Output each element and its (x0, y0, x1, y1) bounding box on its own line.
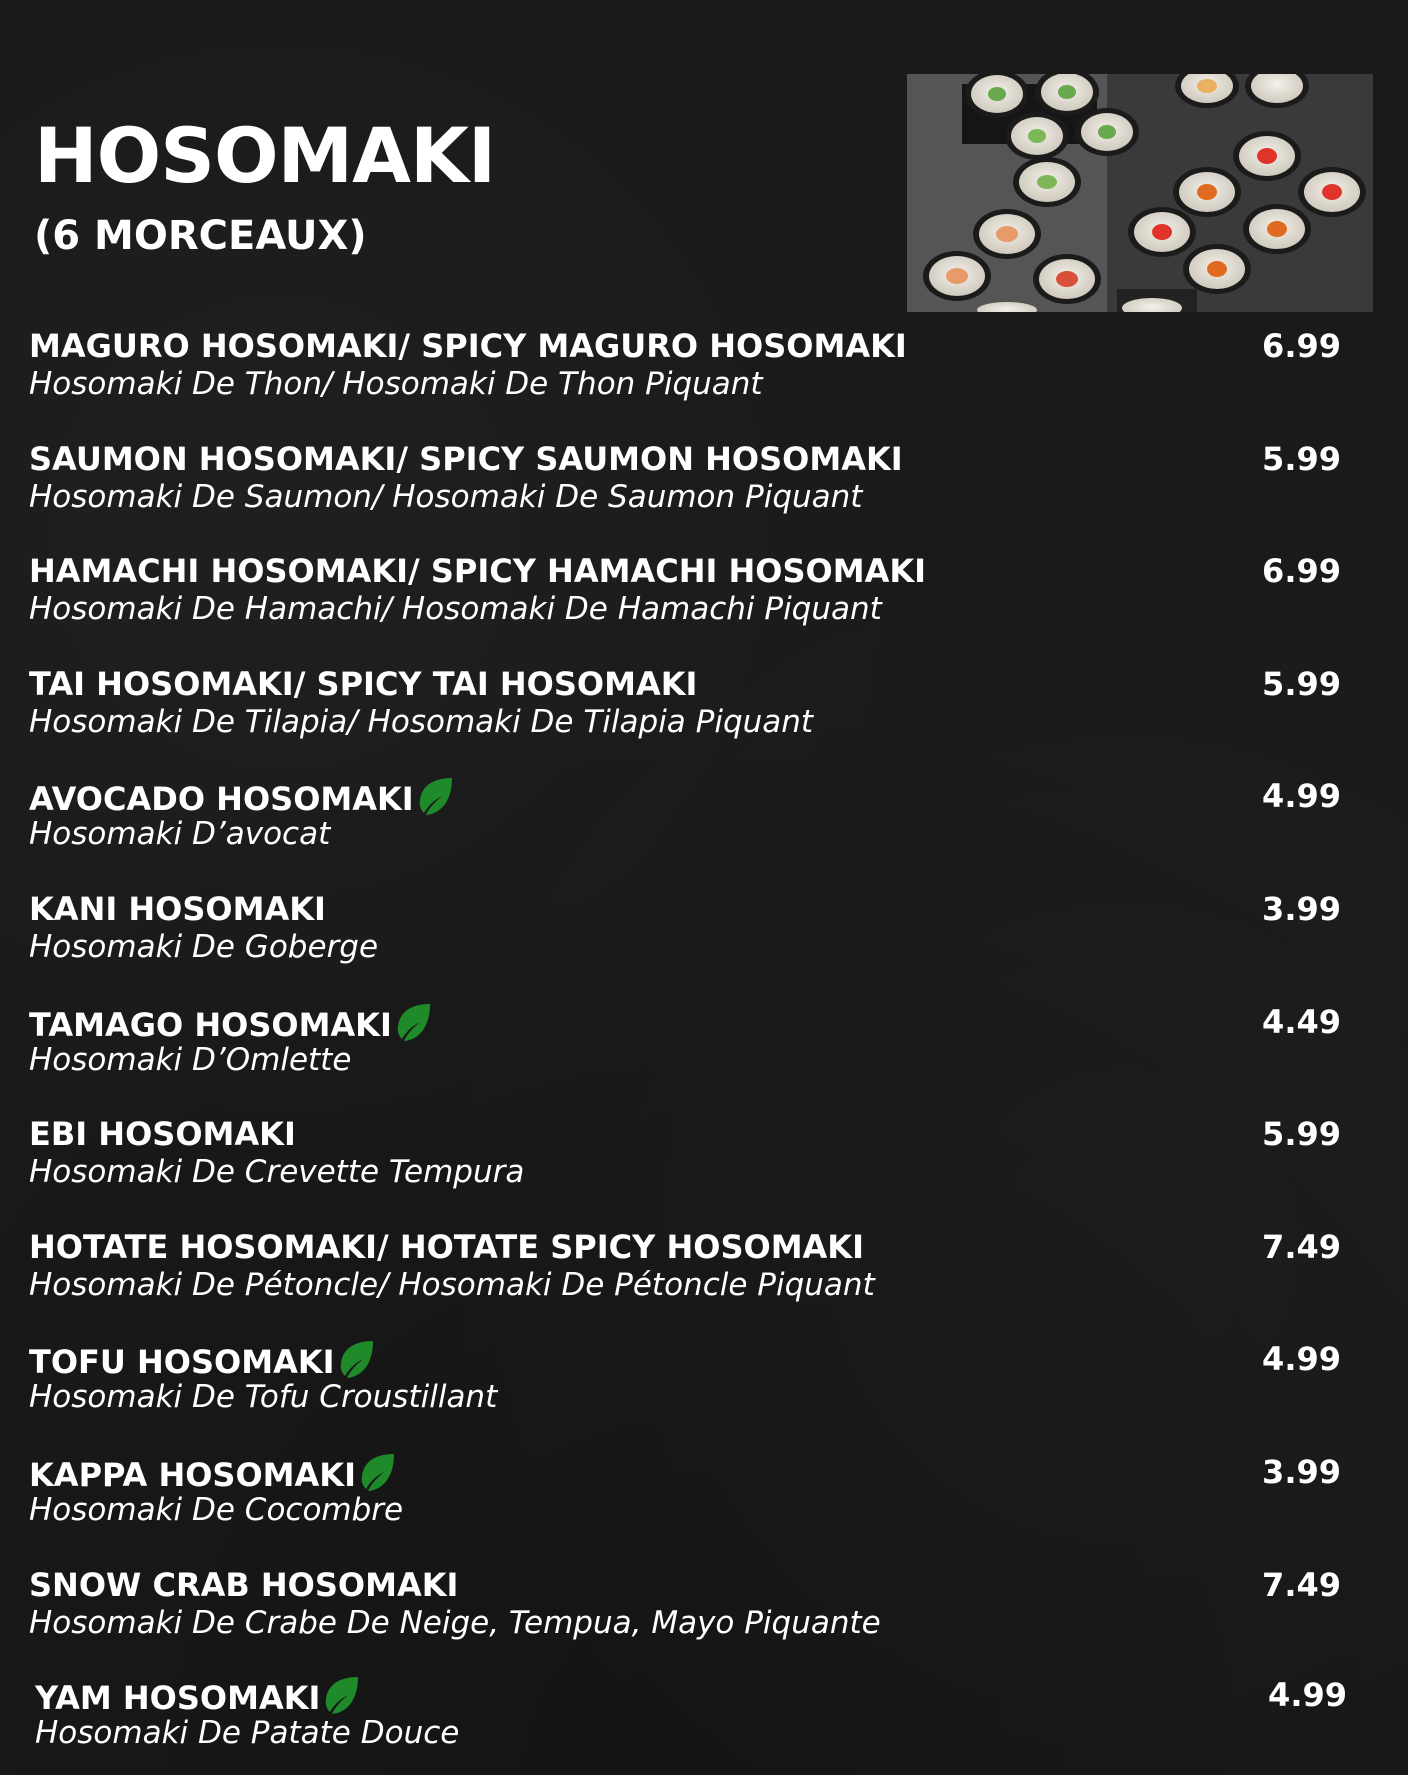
menu-item-description: Hosomaki De Goberge (29, 929, 379, 965)
menu-item-description: Hosomaki De Crabe De Neige, Tempua, Mayo Piquante (29, 1605, 881, 1641)
menu-item (29, 1452, 1349, 1552)
menu-item-description: Hosomaki De Patate Douce (35, 1715, 460, 1751)
menu-item-price: 3.99 (1262, 890, 1341, 928)
menu-item-name-text: TAMAGO HOSOMAKI (29, 1006, 392, 1044)
menu-item-name (29, 1452, 396, 1495)
menu-item-name-text: SNOW CRAB HOSOMAKI (29, 1566, 459, 1604)
menu-item-price: 6.99 (1262, 552, 1341, 590)
leaf-icon (416, 776, 454, 816)
menu-item-name-text: AVOCADO HOSOMAKI (29, 780, 414, 818)
menu-item-price: 5.99 (1262, 1115, 1341, 1153)
menu-item-description: Hosomaki De Thon/ Hosomaki De Thon Piquant (29, 366, 763, 402)
leaf-icon (322, 1675, 360, 1715)
menu-header (34, 111, 496, 259)
menu-item (29, 1565, 1349, 1665)
menu-item-description: Hosomaki De Hamachi/ Hosomaki De Hamachi Piquant (29, 591, 882, 627)
menu-item-description: Hosomaki De Cocombre (29, 1492, 404, 1528)
menu-item (29, 551, 1349, 651)
menu-item-name-text: KANI HOSOMAKI (29, 890, 326, 928)
menu-item (29, 1227, 1349, 1327)
page-title: HOSOMAKI (34, 111, 496, 200)
menu-item (29, 439, 1349, 539)
menu-item (29, 664, 1349, 764)
menu-item-name (29, 889, 326, 929)
menu-item-price: 4.99 (1262, 1340, 1341, 1378)
menu-item-price: 5.99 (1262, 665, 1341, 703)
page-subtitle: (6 MORCEAUX) (34, 213, 367, 259)
menu-item-name (29, 776, 454, 819)
menu-item-name (29, 1114, 296, 1154)
menu-item (35, 1675, 1355, 1775)
menu-item (29, 326, 1349, 426)
menu-item-price: 3.99 (1262, 1453, 1341, 1491)
menu-item-name-text: EBI HOSOMAKI (29, 1115, 296, 1153)
leaf-icon (358, 1452, 396, 1492)
leaf-icon (394, 1002, 432, 1042)
menu-item-name (29, 551, 926, 591)
menu-item-description: Hosomaki D’avocat (29, 816, 331, 852)
menu-item-description: Hosomaki De Pétoncle/ Hosomaki De Pétoncle Piquant (29, 1267, 875, 1303)
menu-item (29, 1339, 1349, 1439)
menu-item-name (29, 439, 903, 479)
menu-item-name (35, 1675, 360, 1718)
menu-item-name-text: TAI HOSOMAKI/ SPICY TAI HOSOMAKI (29, 665, 698, 703)
menu-item-description: Hosomaki De Tofu Croustillant (29, 1379, 498, 1415)
menu-item-name-text: HOTATE HOSOMAKI/ HOTATE SPICY HOSOMAKI (29, 1228, 864, 1266)
menu-item (29, 776, 1349, 876)
menu-item-price: 7.49 (1262, 1566, 1341, 1604)
menu-item-description: Hosomaki De Crevette Tempura (29, 1154, 525, 1190)
menu-item-price: 7.49 (1262, 1228, 1341, 1266)
menu-item-name-text: MAGURO HOSOMAKI/ SPICY MAGURO HOSOMAKI (29, 327, 907, 365)
hosomaki-photo (907, 74, 1373, 312)
menu-item-price: 4.49 (1262, 1003, 1341, 1041)
menu-item-name (29, 1339, 375, 1382)
menu-item-price: 5.99 (1262, 440, 1341, 478)
menu-item-price: 4.99 (1262, 777, 1341, 815)
menu-item-name (29, 1227, 864, 1267)
sushi-rolls-image (907, 74, 1373, 312)
menu-item-name-text: SAUMON HOSOMAKI/ SPICY SAUMON HOSOMAKI (29, 440, 903, 478)
menu-item-price: 4.99 (1268, 1676, 1347, 1714)
menu-item (29, 1002, 1349, 1102)
menu-item-description: Hosomaki D’Omlette (29, 1042, 352, 1078)
menu-item (29, 889, 1349, 989)
menu-item-name (29, 664, 697, 704)
menu-item-description: Hosomaki De Saumon/ Hosomaki De Saumon Piquant (29, 479, 863, 515)
menu-item-name-text: TOFU HOSOMAKI (29, 1343, 335, 1381)
menu-item-name-text: YAM HOSOMAKI (35, 1679, 321, 1717)
leaf-icon (337, 1339, 375, 1379)
menu-item-name (29, 1565, 458, 1605)
menu-item-name (29, 1002, 432, 1045)
menu-item-price: 6.99 (1262, 327, 1341, 365)
menu-item (29, 1114, 1349, 1214)
menu-item-name (29, 326, 907, 366)
menu-item-name-text: HAMACHI HOSOMAKI/ SPICY HAMACHI HOSOMAKI (29, 552, 927, 590)
menu-item-description: Hosomaki De Tilapia/ Hosomaki De Tilapia Piquant (29, 704, 814, 740)
menu-item-name-text: KAPPA HOSOMAKI (29, 1456, 356, 1494)
